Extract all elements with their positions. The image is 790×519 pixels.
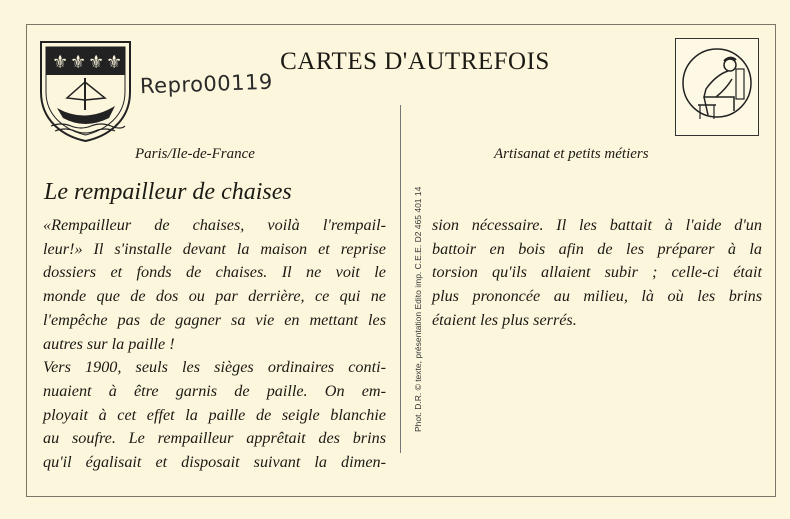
- column-divider: [400, 105, 401, 453]
- text-line: Vers 1900, seuls les sièges ordinaires conti-: [43, 358, 386, 377]
- text-line: qu'il égalisait et disposait suivant la dimen-: [43, 453, 386, 472]
- text-line: étaient les plus serrés.: [432, 310, 577, 329]
- category-label: Artisanat et petits métiers: [494, 146, 649, 162]
- text-line: sion nécessaire. Il les battait à l'aide d'un: [432, 216, 762, 234]
- series-title: CARTES D'AUTREFOIS: [280, 48, 550, 75]
- text-line: dossiers et fonds de chaises. Il ne voit le: [43, 263, 386, 282]
- svg-text:⚜: ⚜: [88, 52, 105, 73]
- text-line: plus prononcée au milieu, là où les brins: [432, 287, 762, 306]
- text-line: «Rempailleur de chaises, voilà l'rempail-: [43, 216, 386, 234]
- text-line: battoir en bois afin de les préparer à la: [432, 239, 762, 258]
- text-line: leur!» Il s'installe devant la maison et reprise: [43, 239, 386, 258]
- text-line: autres sur la paille !: [43, 334, 175, 353]
- photo-credit: Phot. D.R. © texte, présentation Edito imp. C.E.E. D2 465 401 14: [413, 186, 423, 432]
- text-line: ployait à cet effet la paille de seigle blanchie: [43, 405, 386, 424]
- handwritten-reference: Repro00119: [139, 69, 274, 99]
- article-left-column: [43, 214, 386, 475]
- region-label: Paris/Ile-de-France: [135, 146, 255, 162]
- paris-coat-of-arms: [39, 40, 132, 143]
- article-heading: Le rempailleur de chaises: [44, 179, 292, 205]
- svg-text:⚜: ⚜: [106, 52, 123, 73]
- text-line: l'empêche pas de gagner sa vie en mettant les: [43, 310, 386, 329]
- text-line: au soufre. Le rempailleur apprêtait des brins: [43, 429, 386, 448]
- svg-text:⚜: ⚜: [70, 52, 87, 73]
- article-right-column: [432, 214, 762, 333]
- artisan-illustration: [675, 38, 759, 136]
- text-line: monde que de dos ou par derrière, ce qui ne: [43, 287, 386, 306]
- text-line: nuaient à être garnis de paille. On em-: [43, 381, 386, 400]
- svg-text:⚜: ⚜: [52, 52, 69, 73]
- text-line: torsion qu'ils allaient subir ; celle-ci était: [432, 263, 762, 282]
